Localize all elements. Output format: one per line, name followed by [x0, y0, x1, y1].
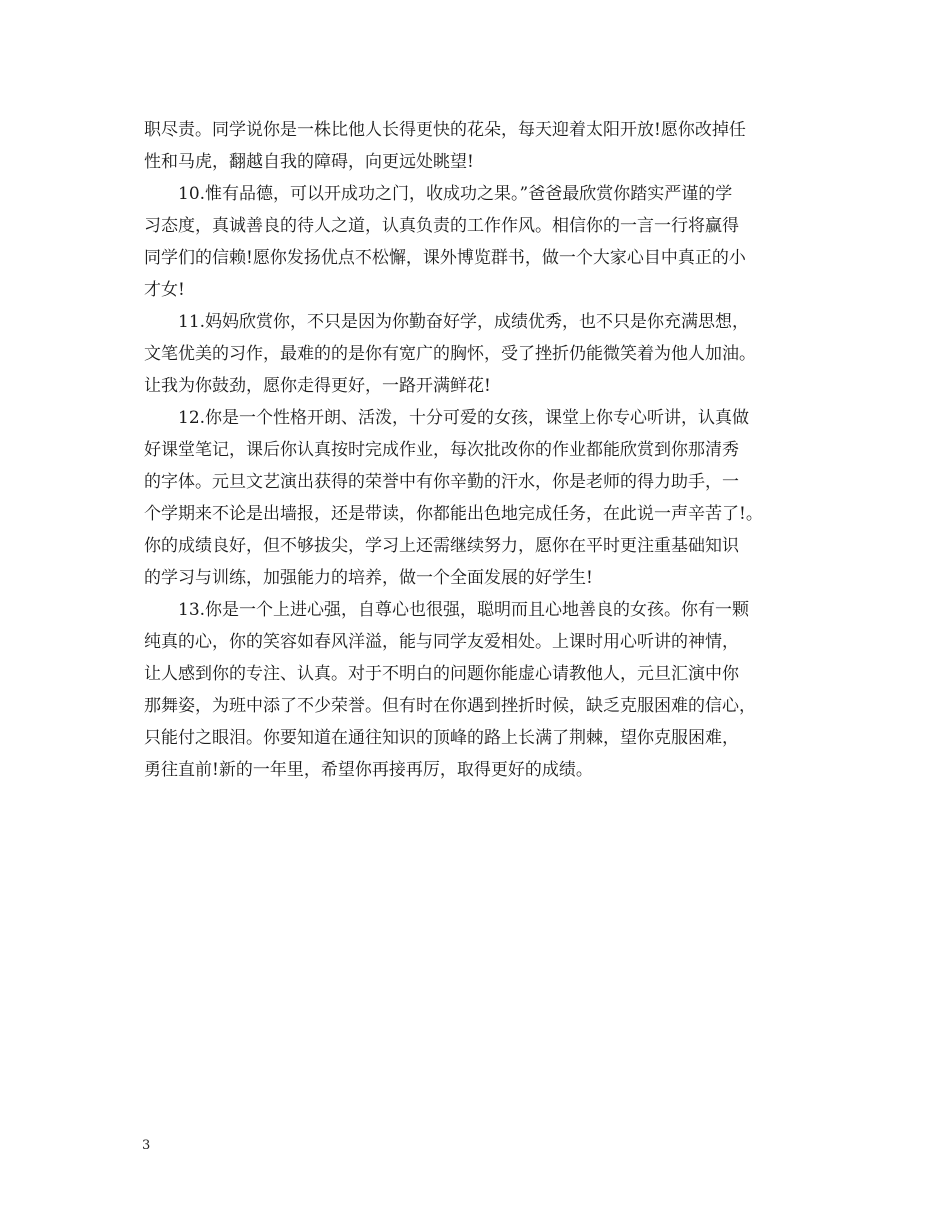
text-line: 让人感到你的专注、认真。对于不明白的问题你能虚心请教他人，元旦汇演中你	[144, 664, 739, 684]
text-line: 勇往直前!新的一年里，希望你再接再厉，取得更好的成绩。	[144, 760, 593, 780]
text-line: 同学们的信赖!愿你发扬优点不松懈，课外博览群书，做一个大家心目中真正的小	[144, 248, 746, 268]
text-line: 个学期来不论是出墙报，还是带读，你都能出色地完成任务，在此说一声辛苦了!。	[144, 504, 763, 524]
text-line: 的字体。元旦文艺演出获得的荣誉中有你辛勤的汗水，你是老师的得力助手，一	[144, 472, 739, 492]
paragraph-start-10: 10.惟有品德，可以开成功之门，收成功之果。”爸爸最欣赏你踏实严谨的学	[178, 184, 733, 204]
text-line: 只能付之眼泪。你要知道在通往知识的顶峰的路上长满了荆棘，望你克服困难，	[144, 728, 739, 748]
text-line: 让我为你鼓劲，愿你走得更好，一路开满鲜花!	[144, 376, 491, 396]
text-line: 你的成绩良好，但不够拔尖，学习上还需继续努力，愿你在平时更注重基础知识	[144, 536, 739, 556]
page-number: 3	[142, 1138, 151, 1153]
paragraph-start-13: 13.你是一个上进心强，自尊心也很强，聪明而且心地善良的女孩。你有一颗	[178, 600, 750, 620]
paragraph-start-12: 12.你是一个性格开朗、活泼，十分可爱的女孩，课堂上你专心听讲，认真做	[178, 408, 750, 428]
text-line: 才女!	[144, 280, 185, 300]
text-line: 的学习与训练，加强能力的培养，做一个全面发展的好学生!	[144, 568, 593, 588]
text-line: 习态度，真诚善良的待人之道，认真负责的工作作风。相信你的一言一行将赢得	[144, 216, 739, 236]
text-line: 文笔优美的习作，最难的的是你有宽广的胸怀，受了挫折仍能微笑着为他人加油。	[144, 344, 756, 364]
text-line: 好课堂笔记，课后你认真按时完成作业，每次批改你的作业都能欣赏到你那清秀	[144, 440, 739, 460]
text-line: 那舞姿，为班中添了不少荣誉。但有时在你遇到挫折时候，缺乏克服困难的信心，	[144, 696, 756, 716]
text-line: 职尽责。同学说你是一株比他人长得更快的花朵，每天迎着太阳开放!愿你改掉任	[144, 120, 746, 140]
text-line: 性和马虎，翻越自我的障碍，向更远处眺望!	[144, 152, 474, 172]
document-body	[144, 114, 816, 786]
text-line: 纯真的心，你的笑容如春风洋溢，能与同学友爱相处。上课时用心听讲的神情，	[144, 632, 739, 652]
paragraph-start-11: 11.妈妈欣赏你，不只是因为你勤奋好学，成绩优秀，也不只是你充满思想，	[178, 312, 750, 332]
